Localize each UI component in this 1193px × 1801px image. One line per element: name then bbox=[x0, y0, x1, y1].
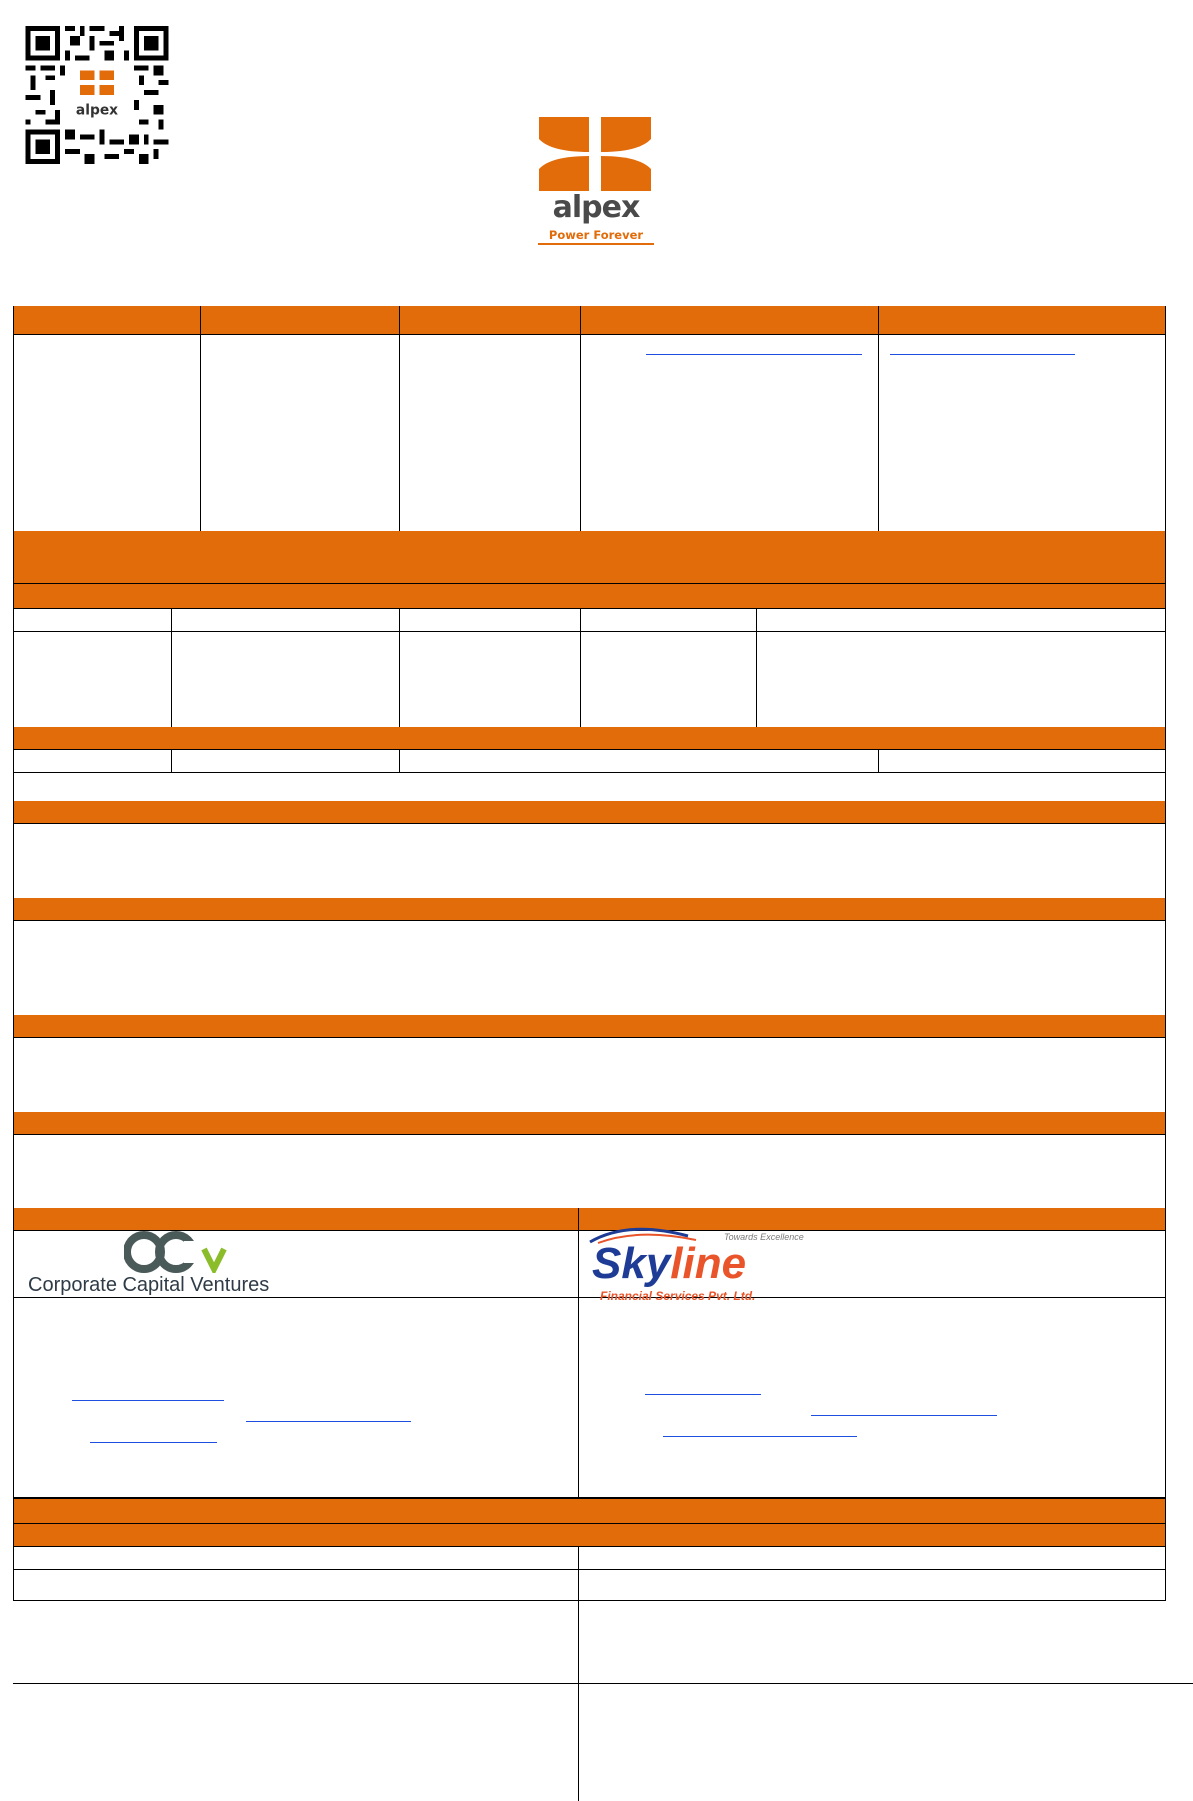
skyline-name-part2: line bbox=[670, 1239, 747, 1288]
link-underline[interactable] bbox=[646, 354, 862, 355]
skyline-subtitle: Financial Services Pvt. Ltd. bbox=[600, 1289, 756, 1303]
skyline-tagline: Towards Excellence bbox=[724, 1232, 804, 1242]
skyline-logo bbox=[592, 1239, 747, 1288]
section-bar bbox=[14, 1499, 1165, 1524]
logo-wordmark: alpex bbox=[552, 190, 640, 225]
qr-center-label: alpex bbox=[75, 102, 119, 119]
link-underline[interactable] bbox=[72, 1400, 224, 1401]
header-bar bbox=[14, 306, 1165, 335]
section-bar bbox=[14, 1015, 1165, 1038]
link-underline[interactable] bbox=[663, 1436, 857, 1437]
section-bar bbox=[14, 898, 1165, 921]
form-table bbox=[13, 306, 1166, 1601]
link-underline[interactable] bbox=[890, 354, 1075, 355]
qr-code-icon bbox=[25, 26, 169, 164]
section-bar bbox=[14, 801, 1165, 824]
section-bar bbox=[14, 584, 1165, 609]
qr-code bbox=[25, 26, 169, 164]
link-underline[interactable] bbox=[90, 1442, 217, 1443]
ccv-logo bbox=[124, 1231, 246, 1273]
skyline-name-part1: Sky bbox=[592, 1239, 671, 1288]
section-bar bbox=[14, 727, 1165, 750]
alpex-petals-icon bbox=[539, 117, 651, 191]
company-logo bbox=[537, 117, 655, 249]
logo-tagline: Power Forever bbox=[538, 228, 654, 245]
section-bar bbox=[14, 531, 1165, 584]
page-footer-rule bbox=[13, 1683, 1193, 1684]
link-underline[interactable] bbox=[246, 1421, 411, 1422]
ccv-name: Corporate Capital Ventures bbox=[28, 1274, 270, 1296]
section-bar bbox=[14, 1112, 1165, 1135]
link-underline[interactable] bbox=[645, 1394, 761, 1395]
link-underline[interactable] bbox=[811, 1415, 997, 1416]
section-bar bbox=[14, 1524, 1165, 1547]
